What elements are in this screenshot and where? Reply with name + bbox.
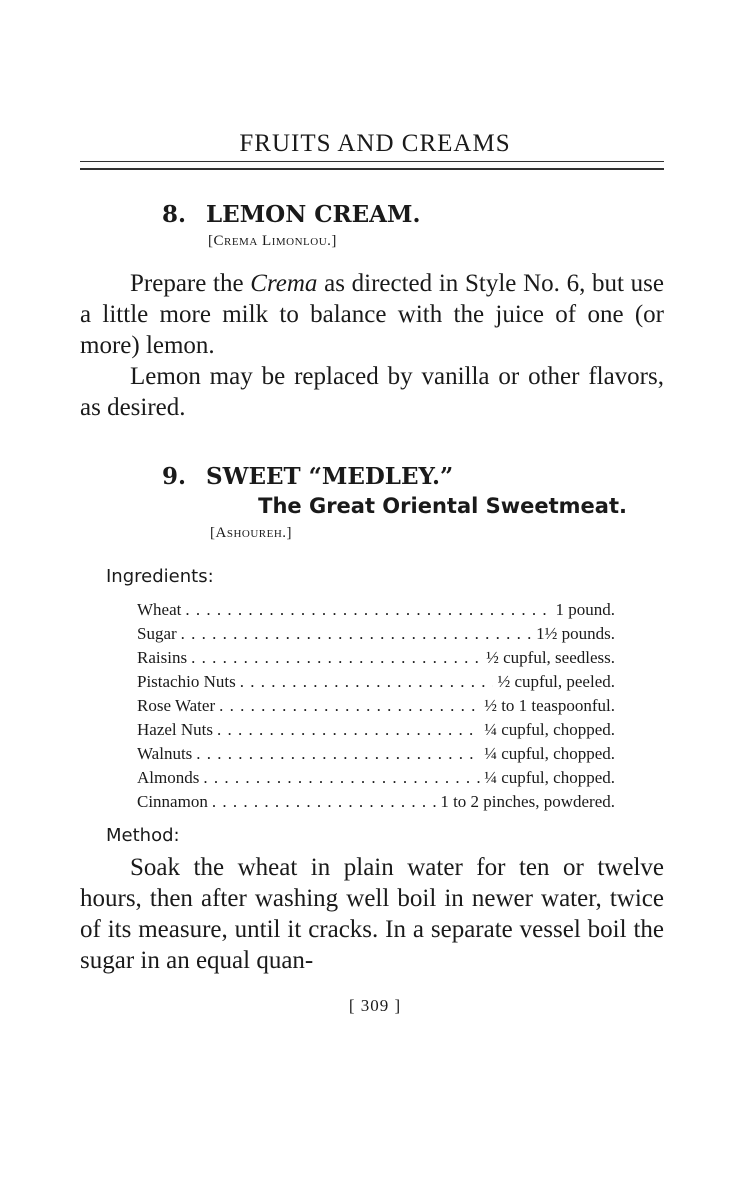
ingredient-row: Hazel Nuts . . . ¼ cupful, chopped. (137, 718, 615, 742)
recipe-9-heading (162, 463, 453, 490)
recipe-8-title: LEMON CREAM. (206, 201, 421, 228)
ingredient-row: Raisins . . . ½ cupful, seedless. (137, 646, 615, 670)
ingredient-row: Sugar . . . 1½ pounds. (137, 622, 615, 646)
ingredient-row: Walnuts . . . ¼ cupful, chopped. (137, 742, 615, 766)
ingredient-row: Pistachio Nuts . . . ½ cupful, peeled. (137, 670, 615, 694)
recipe-8-paragraph-1: Prepare the Crema as directed in Style No. 6, but use a little more milk to balance with the juice of one (or more) lemon. (80, 270, 664, 359)
recipe-8-number: 8. (162, 201, 187, 228)
ingredients-list (137, 598, 615, 814)
running-head: FRUITS AND CREAMS (239, 130, 511, 157)
recipe-8-paragraph-2: Lemon may be replaced by vanilla or other flavors, as desired. (80, 363, 664, 421)
method-text (80, 852, 664, 976)
header-rule-top (80, 161, 664, 162)
recipe-8-heading (162, 201, 421, 228)
page-number: [ 309 ] (348, 996, 402, 1015)
ingredient-row: Almonds . . . ¼ cupful, chopped. (137, 766, 615, 790)
recipe-8-native-name: [Crema Limonlou.] (208, 233, 337, 249)
recipe-9-subtitle: The Great Oriental Sweetmeat. (258, 494, 627, 518)
ingredient-row: Cinnamon . . . 1 to 2 pinches, powdered. (137, 790, 615, 814)
crema-italic: Crema (250, 270, 318, 297)
recipe-8-text (80, 268, 664, 423)
method-label: Method: (106, 825, 180, 846)
recipe-9-number: 9. (162, 463, 187, 490)
method-paragraph: Soak the wheat in plain water for ten or twelve hours, then after washing well boil in newer water, twice of its measure, until it cracks. In a separate vessel boil the sugar in an equal quan- (80, 854, 664, 974)
ingredient-row: Rose Water . . . ½ to 1 teaspoonful. (137, 694, 615, 718)
ingredient-row: Wheat . . . 1 pound. (137, 598, 615, 622)
header-rule-bottom (80, 168, 664, 170)
ingredients-label: Ingredients: (106, 566, 214, 587)
recipe-9-native-name: [Ashoureh.] (210, 525, 293, 541)
recipe-9-title: SWEET “MEDLEY.” (206, 463, 454, 490)
